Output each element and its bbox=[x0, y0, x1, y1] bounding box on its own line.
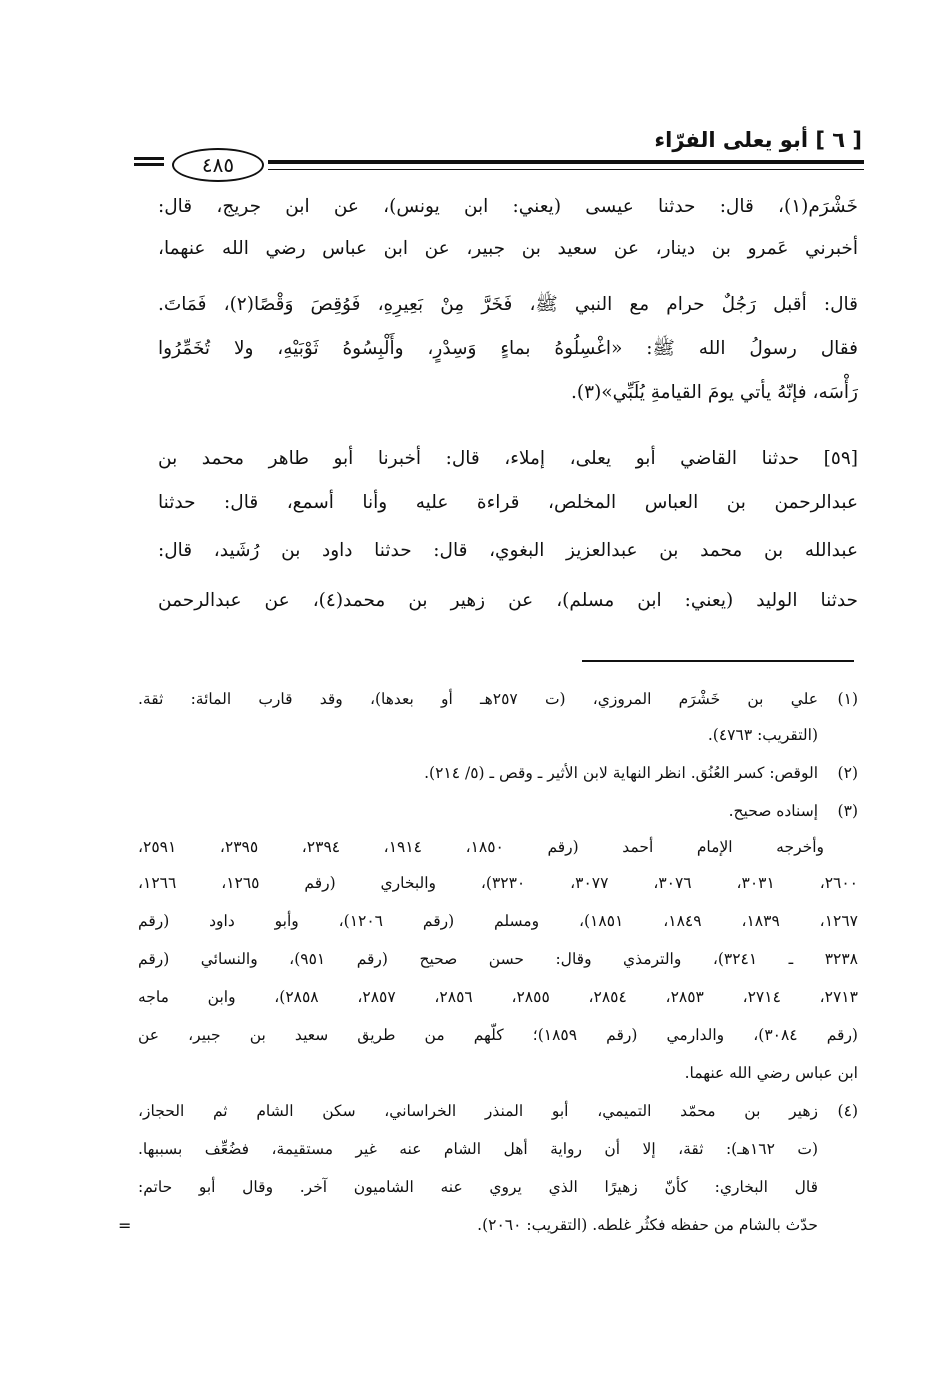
footnote-line: الوقص: كسر العُنُق. انظر النهاية لابن الأثير ـ وقص ـ (٥/ ٢١٤). bbox=[424, 764, 818, 782]
main-line: قال: أقبل رَجُلٌ حرام مع النبي ﷺ، فَخَرَّ مِنْ بَعِيرِهِ، فَوُقِصَ وَقْصًا(٢)، فَمَاتَ. bbox=[158, 294, 858, 315]
footnote-line: وأخرجه الإمام أحمد (رقم ١٨٥٠، ١٩١٤، ٢٣٩٤، ٢٣٩٥، ٢٥٩١، bbox=[138, 838, 824, 856]
footnote-line: ٢٧١٣، ٢٧١٤، ٢٨٥٣، ٢٨٥٤، ٢٨٥٥، ٢٨٥٦، ٢٨٥٧، ٢٨٥٨)، وابن ماجه bbox=[138, 988, 858, 1006]
main-line: رَأْسَه، فإنّهُ يأتي يومَ القيامةِ يُلَبِّي»(٣). bbox=[571, 382, 858, 403]
main-line: فقال رسولُ الله ﷺ: «اغْسِلُوهُ بماءٍ وَسِدْرٍ، وأَلْبِسُوهُ ثَوْبَيْهِ، ولا تُخَمِّرُوا bbox=[158, 338, 858, 359]
footnote-line: ٣٢٣٨ ـ ٣٢٤١)، والترمذي وقال: حسن صحيح (رقم ٩٥١)، والنسائي (رقم bbox=[138, 950, 859, 968]
main-line: [٥٩] حدثنا القاضي أبو يعلى، إملاء، قال: أخبرنا أبو طاهر محمد بن bbox=[158, 448, 858, 469]
header-ornament bbox=[134, 157, 164, 169]
footnote-line: قال البخاري: كأنّ زهيرًا الذي يروي عنه الشاميون آخر. وقال أبو حاتم: bbox=[138, 1178, 818, 1196]
footnote-mark: (٢) bbox=[837, 764, 858, 782]
footnote-mark: (٣) bbox=[837, 802, 858, 820]
main-line: عبدالله بن محمد بن عبدالعزيز البغوي، قال: حدثنا داود بن رُشَيد، قال: bbox=[158, 540, 858, 561]
main-line: عبدالرحمن بن العباس المخلص، قراءة عليه وأنا أسمع، قال: حدثنا bbox=[158, 492, 858, 513]
footnote-separator bbox=[582, 660, 854, 662]
footnote-mark: (٤) bbox=[837, 1102, 858, 1120]
footnote-line: حدّث بالشام من حفظه فكثُر غلطه. (التقريب: ٢٠٦٠). bbox=[477, 1216, 818, 1234]
footnote-line: (ت ١٦٢هـ): ثقة، إلا أن رواية أهل الشام عنه غير مستقيمة، فضُعِّف بسببها. bbox=[138, 1140, 818, 1158]
main-line: أخبرني عَمرو بن دينار، عن سعيد بن جبير، عن ابن عباس رضي الله عنهما، bbox=[158, 238, 858, 259]
footnote-line: ٢٦٠٠، ٣٠٣١، ٣٠٧٦، ٣٠٧٧، ٣٢٣٠)، والبخاري (رقم ١٢٦٥، ١٢٦٦، bbox=[138, 874, 859, 892]
header-rule bbox=[268, 160, 864, 170]
footnote-line: ابن عباس رضي الله عنهما. bbox=[684, 1064, 858, 1082]
footnote-mark: (١) bbox=[837, 690, 858, 708]
running-header-title: [ ٦ ] أبو يعلى الفرّاء bbox=[654, 128, 862, 152]
main-line: خَشْرَم(١)، قال: حدثنا عيسى (يعني: ابن يونس)، عن ابن جريج، قال: bbox=[158, 196, 858, 217]
footnote-line: علي بن خَشْرَم المروزي، (ت ٢٥٧هـ أو بعدها)، وقد قارب المائة: ثقة. bbox=[138, 690, 818, 708]
footnote-line: (رقم ٣٠٨٤)، والدارمي (رقم ١٨٥٩)؛ كلّهم من طريق سعيد بن جبير، عن bbox=[138, 1026, 858, 1044]
main-line: حدثنا الوليد (يعني: ابن مسلم)، عن زهير بن محمد(٤)، عن عبدالرحمن bbox=[158, 590, 858, 611]
footnote-line: زهير بن محمّد التميمي، أبو المنذر الخراساني، سكن الشام ثم الحجاز، bbox=[138, 1102, 818, 1120]
footnote-line: (التقريب: ٤٧٦٣). bbox=[707, 726, 818, 744]
continuation-mark: = bbox=[118, 1216, 132, 1235]
page-number: ٤٨٥ bbox=[172, 148, 264, 182]
footnote-line: ١٢٦٧، ١٨٣٩، ١٨٤٩، ١٨٥١)، ومسلم (رقم ١٢٠٦)، وأبو داود (رقم bbox=[138, 912, 859, 930]
footnote-line: إسناده صحيح. bbox=[728, 802, 818, 820]
